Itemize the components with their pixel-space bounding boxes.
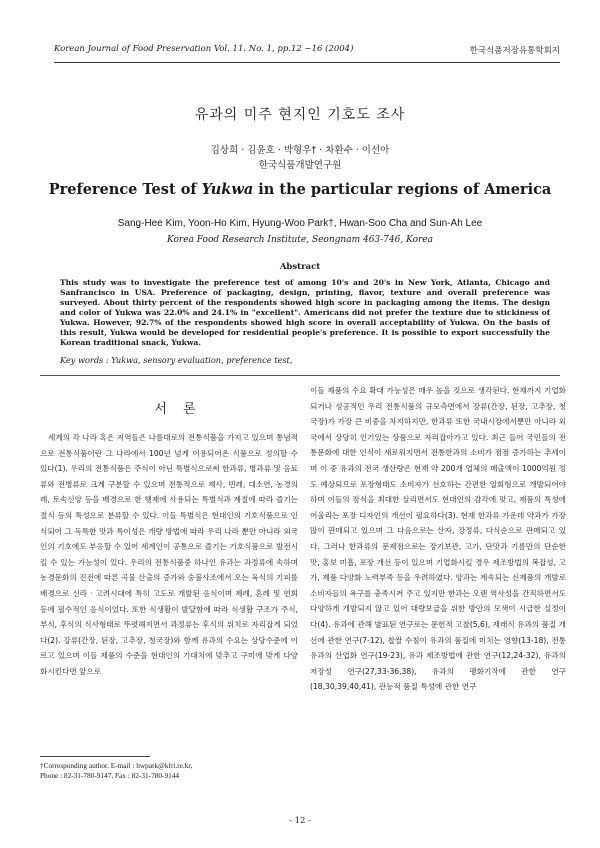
korean-title: 유과의 미주 현지인 기호도 조사 [194, 107, 406, 123]
contact-info: Phone : 82-31-780-9147, Fax : 82-31-780-9144 [40, 771, 180, 780]
keywords: Key words : Yukwa, sensory evaluation, preference test, [60, 355, 293, 365]
section-title: 서 론 [154, 402, 202, 417]
running-header [54, 44, 560, 60]
body-paragraph: 세계의 각 나라 혹은 지역들은 나름대로의 전통식품을 가지고 있으며 통념적으로 전통식품이란 그 나라에서 100년 넘게 이용되어온 식품으로 정의할 수 있다(1). 우리의 전통식품은 주식이 아닌 특별식으로써 한과류, 병과류 및 음료류와 전병류로 크게 구분할 수 있으며 전통적으로 제사, 빈례, 대소연, 농경의례, 토속신앙 등을 배경으로 한 행제에 사용되는 특별식과 계절에 따라 즐기는 절식 등의 특성으로 분류할 수 있다. 이들 특별식은 현대인의 기호식품으로 인식되어 그 독특한 맛과 특이성은 개량 방법에 따라 우리 나라 뿐만 아니라 외국인의 기호에도 부응할 수 있어 세계인이 공통으로 즐기는 기호식품으로 발전시킬 수 있는 가능성이 있다. 우리의 전통식품중 하나인 유과는 과정류에 속하며 농경문화의 진전에 따른 곡물 산출의 증가와 숭불사조에서 오는 육식의 기피를 배경으로 신라 · 고려시대에 특히 고도로 개발된 음식이며 제례, 혼례 및 연회 등에 필수적인 음식이었다. 또한 식생활이 발달함에 따라 식생활 구조가 주식, 부식, 후식의 식사형태로 뚜렷해지면서 과정류는 후식의 위치로 자리잡게 되었다(2). 강류(간장, 된장, 고추장, 청국장)와 함께 유과의 수요는 상당수준에 이르고 있으며 이들 제품의 수준을 현대인의 기대치에 맞추고 구미에 맞게 다양화시킨다면 앞으로 [40, 433, 298, 676]
section-rule [40, 375, 560, 376]
journal-citation: Korean Journal of Food Preservation Vol. 11. No. 1, pp.12 ~16 (2004) [54, 44, 354, 54]
body-paragraph: 이들 제품의 수요 확대 가능성은 매우 높을 것으로 생각된다. 현재까지 기업화되거나 성공적인 우리 전통식품의 규모측면에서 장류(간장, 된장, 고추장, 청국장)가 가장 큰 비중을 차지하지만, 한과류 또한 국내시장에서뿐만 아니라 외국에서 상당히 인기있는 상품으로 자리잡아가고 있다. 최근 들어 국민들의 전통문화에 대한 인식이 새로워지면서 전통한과의 소비가 점점 증가하는 추세이며 이 중 유과의 전국 생산량은 현재 약 200개 업체의 매출액이 1000억원 정도 예상되므로 포장형태도 소비자가 선호하는 간편한 일회형으로 개발되어야 하며 이들의 잠식을 최대한 살리면서도 현대인의 감각에 맞고, 제품의 특성에 어울리는 포장 디자인의 개선이 필요하다(3). 현재 한과류 가운데 약과가 가장 많이 판매되고 있으며 그 다음으로는 산자, 강정류, 다식순으로 판매되고 있다. 그러나 한과류의 문제점으로는 장기보관, 고가, 단맛과 기름만의 단순한 맛, 홍보 미흡, 포장 개선 등이 있으며 기업화시킬 경우 제조방법의 복잡성, 고가, 제품 다양화 노력부족 등을 우려하였다. 양과는 계속되는 신제품의 개발로 소비자들의 욕구를 충족시켜 주고 있지만 한과는 오랜 역사성을 간직하면서도 다양하게 개발되지 않고 있어 대량보급을 위한 방안의 모색이 시급한 실정이다(4). 유과에 관해 발표된 연구로는 문헌적 고찰(5,6), 재래식 유과의 품질 개선에 관한 연구(7-12), 찹쌀 수침이 유과의 품질에 미치는 영향(13-18), 전통유과의 산업화 연구(19-23), 유과 제조방법에 관한 연구(12,24-32), 유과의 저장성 연구(27,33-36,38), 유과의 팽화기작에 관한 연구(18,30,39,40,41), 관능적 품질 특성에 관한 연구 [310, 386, 566, 692]
footnote-rule [40, 756, 150, 757]
english-title-part-1: Preference Test of [48, 181, 202, 198]
body-column-left [40, 430, 298, 680]
abstract-text: This study was to investigate the preference test of among 10's and 20's in New York, Atlanta, Chicago and Sanfrancisco in USA. Preference of packaging, design, printing, flavor, texture and overall preference was surveyed. About thirty percent of the respondents showed high score in packaging among the items. The design and color of Yukwa was 22.0% and 24.1% in "excellent". Americans did not prefer the texture due to stickiness of Yukwa. However, 92.7% of the respondents showed high score in overall acceptability of Yukwa. On the basis of this result, Yukwa would be developed for residential people's preference. It is possible to export successfully the Korean traditional snack, Yukwa. [60, 278, 550, 347]
footnote [40, 761, 300, 781]
corresponding-author: †Corresponding author. E-mail : hwpark@kfri.re.kr, [40, 761, 193, 770]
society-name: 한국식품저장유통학회지 [469, 46, 560, 56]
page-number: - 12 - [289, 816, 311, 826]
english-title [0, 181, 600, 198]
abstract-body [60, 278, 550, 348]
korean-authors: 김상희 · 김윤호 · 박형우† · 차환수 · 이선아 [210, 145, 390, 156]
korean-affiliation: 한국식품개발연구원 [258, 160, 342, 171]
english-authors: Sang-Hee Kim, Yoon-Ho Kim, Hyung-Woo Park†, Hwan-Soo Cha and Sun-Ah Lee [117, 218, 483, 229]
abstract-heading: Abstract [279, 262, 321, 272]
english-title-part-2: in the particular regions of America [253, 181, 552, 198]
english-affiliation: Korea Food Research Institute, Seongnam 463-746, Korea [167, 235, 433, 245]
english-title-italic: Yukwa [201, 181, 254, 198]
body-column-right [310, 383, 566, 695]
header-rule [54, 62, 560, 63]
